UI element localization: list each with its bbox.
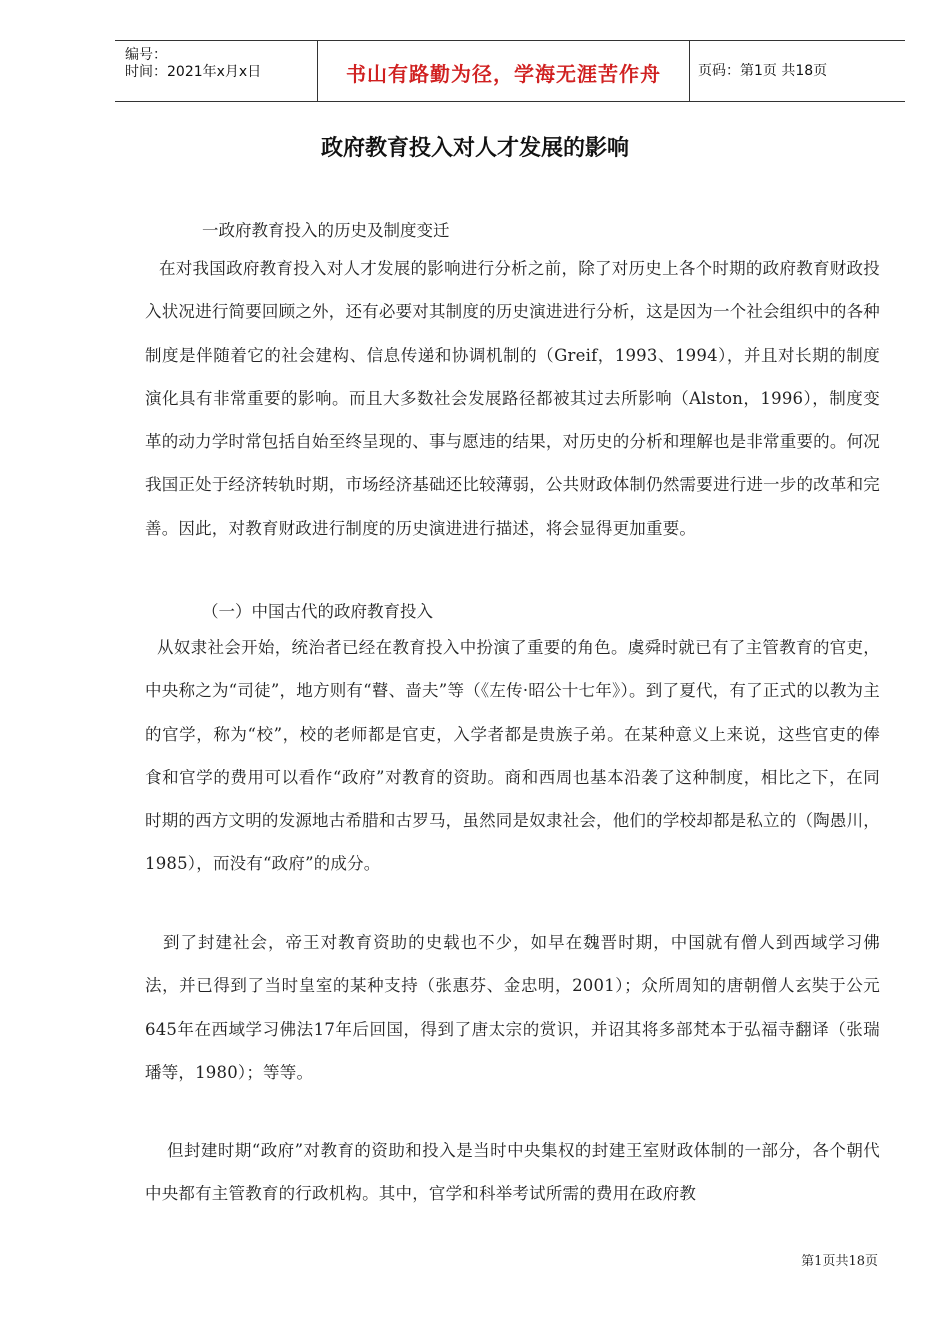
- serial-label: 编号：: [125, 47, 167, 63]
- motto: 书山有路勤为径，学海无涯苦作舟: [346, 62, 661, 86]
- time-line: 时间：2021年x月x日: [125, 64, 262, 80]
- page-header: [115, 40, 905, 102]
- paragraph-3: 到了封建社会，帝王对教育资助的史载也不少，如早在魏晋时期，中国就有僧人到西域学习佛法，并已得到了当时皇室的某种支持（张惠芬、金忠明，2001）；众所周知的唐朝僧人玄奘于公元645年在西域学习佛法17年后回国，得到了唐太宗的赏识，并诏其将多部梵本于弘福寺翻译（张瑞璠等，1980）；等等。: [145, 933, 880, 1082]
- paragraph-1: 在对我国政府教育投入对人才发展的影响进行分析之前，除了对历史上各个时期的政府教育财政投入状况进行简要回顾之外，还有必要对其制度的历史演进进行分析，这是因为一个社会组织中的各种制度是伴随着它的社会建构、信息传递和协调机制的（Greif，1993、1994），并且对长期的制度演化具有非常重要的影响。而且大多数社会发展路径都被其过去所影响（Alston，1996），制度变革的动力学时常包括自始至终呈现的、事与愿违的结果，对历史的分析和理解也是非常重要的。何况我国正处于经济转轨时期，市场经济基础还比较薄弱，公共财政体制仍然需要进行进一步的改革和完善。因此，对教育财政进行制度的历史演进进行描述，将会显得更加重要。: [145, 259, 880, 538]
- paragraph-4: 但封建时期“政府”对教育的资助和投入是当时中央集权的封建王室财政体制的一部分，各个朝代中央都有主管教育的行政机构。其中，官学和科举考试所需的费用在政府教: [145, 1141, 880, 1204]
- document-title: 政府教育投入对人才发展的影响: [320, 136, 629, 161]
- header-meta: [115, 41, 317, 101]
- header-motto-cell: [317, 41, 690, 101]
- page-code: 页码：第1页 共18页: [698, 63, 828, 79]
- paragraph-2: 从奴隶社会开始，统治者已经在教育投入中扮演了重要的角色。虞舜时就已有了主管教育的官吏，中央称之为“司徒”，地方则有“瞽、啬夫”等（《左传·昭公十七年》）。到了夏代，有了正式的以教为主的官学，称为“校”，校的老师都是官吏，入学者都是贵族子弟。在某种意义上来说，这些官吏的俸食和官学的费用可以看作“政府”对教育的资助。商和西周也基本沿袭了这种制度，相比之下，在同时期的西方文明的发源地古希腊和古罗马，虽然同是奴隶社会，他们的学校却都是私立的（陶愚川，1985），而没有“政府”的成分。: [145, 638, 880, 874]
- section-heading-2: （一）中国古代的政府教育投入: [202, 602, 433, 621]
- section-heading-1: 一政府教育投入的历史及制度变迁: [202, 221, 450, 240]
- page-footer: 第1页共18页: [801, 1254, 878, 1269]
